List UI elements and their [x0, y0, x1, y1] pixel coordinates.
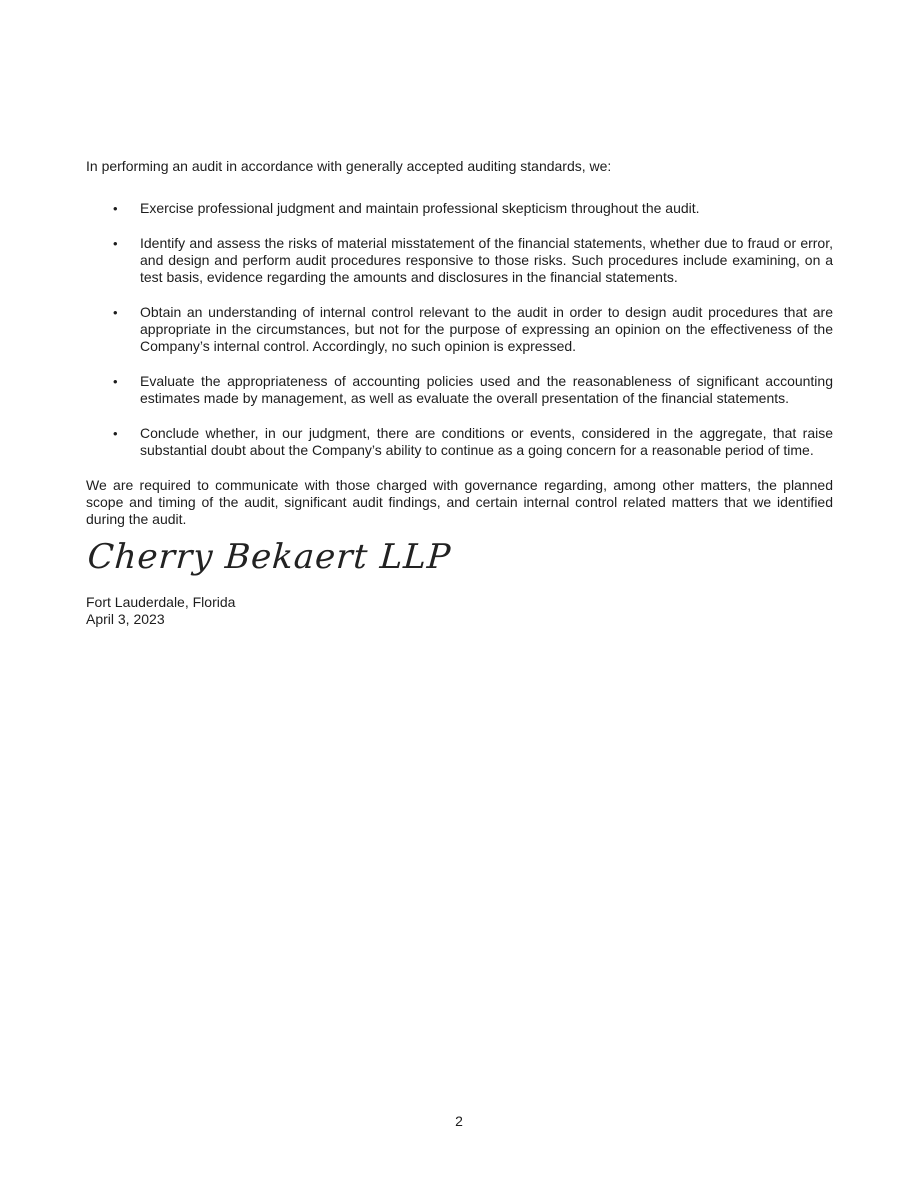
intro-paragraph: In performing an audit in accordance with generally accepted auditing standards, we:: [86, 158, 612, 174]
letter-body: [86, 158, 833, 628]
date-line: April 3, 2023: [86, 611, 165, 627]
bullet-dot: •: [113, 201, 118, 216]
bullet-text: Conclude whether, in our judgment, there are conditions or events, considered in the aggregate, that raise substantial doubt about the Company’s ability to continue as a going concern for a reasonable period of time.: [140, 425, 833, 458]
bullet-text: Evaluate the appropriateness of accounting policies used and the reasonableness of significant accounting estimates made by management, as well as evaluate the overall presentation of the financial statements.: [140, 373, 833, 406]
signature-block: [86, 532, 833, 594]
bullet-dot: •: [113, 426, 118, 441]
bullet-dot: •: [113, 374, 118, 389]
city-state-line: Fort Lauderdale, Florida: [86, 594, 236, 610]
handwritten-signature: Cherry Bekaert LLP: [86, 537, 453, 577]
bullet-item: [86, 373, 833, 407]
bullet-dot: •: [113, 305, 118, 320]
bullet-item: [86, 425, 833, 459]
bullet-item: [86, 235, 833, 286]
bullet-dot: •: [113, 236, 118, 251]
bullet-item: [86, 200, 833, 217]
bullet-text: Exercise professional judgment and maintain professional skepticism throughout the audit.: [140, 200, 700, 216]
bullet-item: [86, 304, 833, 355]
page-number: 2: [455, 1113, 463, 1129]
bullet-text: Obtain an understanding of internal control relevant to the audit in order to design audit procedures that are appropriate in the circumstances, but not for the purpose of expressing an opinion on the effectiveness of the Company’s internal control. Accordingly, no such opinion is expressed.: [140, 304, 833, 354]
closing-paragraph: We are required to communicate with those charged with governance regarding, among other matters, the planned scope and timing of the audit, significant audit findings, and certain internal control related matters that we identified during the audit.: [86, 477, 833, 527]
bullet-text: Identify and assess the risks of material misstatement of the financial statements, whether due to fraud or error, and design and perform audit procedures responsive to those risks. Such procedures include examining, on a test basis, evidence regarding the amounts and disclosures in the financial statements.: [140, 235, 833, 285]
